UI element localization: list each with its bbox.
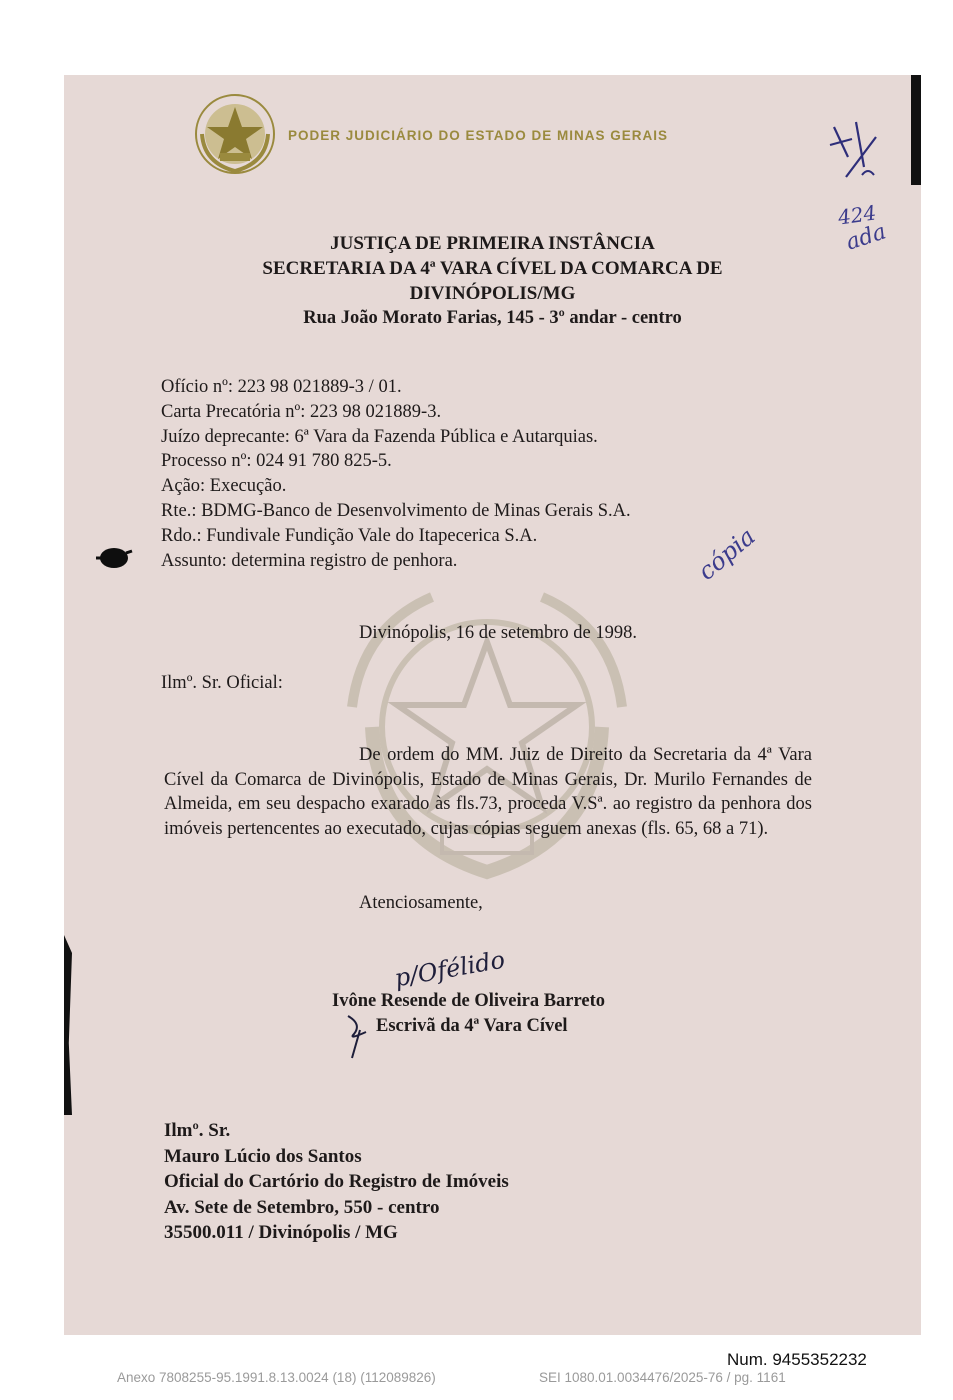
scanned-page <box>64 75 921 1335</box>
meta-line: Rdo.: Fundivale Fundição Vale do Itapecerica S.A. <box>161 525 538 546</box>
addressee-block <box>164 1118 509 1246</box>
addressee-line: Oficial do Cartório do Registro de Imóveis <box>164 1171 509 1192</box>
scan-edge-right <box>911 75 921 185</box>
signatory-name: Ivône Resende de Oliveira Barreto <box>332 991 606 1011</box>
document-heading <box>64 231 921 331</box>
ink-blot-icon <box>94 545 134 571</box>
meta-line: Carta Precatória nº: 223 98 021889-3. <box>161 401 442 422</box>
document-date: Divinópolis, 16 de setembro de 1998. <box>359 623 637 643</box>
addressee-line: Mauro Lúcio dos Santos <box>164 1145 362 1167</box>
handwritten-initials: ada <box>843 219 890 256</box>
signature-stroke-icon <box>344 1010 374 1060</box>
heading-line: JUSTIÇA DE PRIMEIRA INSTÂNCIA <box>330 233 655 254</box>
coat-of-arms-icon <box>194 93 276 175</box>
handwritten-signature: p/Ofélido <box>392 945 507 993</box>
addressee-line: Av. Sete de Setembro, 550 - centro <box>164 1196 440 1218</box>
annex-reference: Anexo 7808255-95.1991.8.13.0024 (18) (112089826) <box>117 1370 436 1385</box>
meta-line: Processo nº: 024 91 780 825-5. <box>161 451 392 472</box>
document-metadata <box>161 375 631 573</box>
handwritten-folio-mark <box>826 117 886 187</box>
addressee-line: Ilmº. Sr. <box>164 1120 231 1141</box>
meta-line: Assunto: determina registro de penhora. <box>161 550 458 571</box>
sei-reference: SEI 1080.01.0034476/2025-76 / pg. 1161 <box>539 1370 786 1385</box>
heading-address: Rua João Morato Farias, 145 - 3º andar - centro <box>303 308 682 328</box>
addressee-line: 35500.011 / Divinópolis / MG <box>164 1222 398 1243</box>
handwritten-copy-note: cópia <box>692 522 761 586</box>
document-number: Num. 9455352232 <box>727 1350 867 1369</box>
meta-line: Juízo deprecante: 6ª Vara da Fazenda Pública e Autarquias. <box>161 426 598 447</box>
meta-line: Ação: Execução. <box>161 476 287 497</box>
scan-edge-left <box>64 935 72 1115</box>
document-body: De ordem do MM. Juiz de Direito da Secretaria da 4ª Vara Cível da Comarca de Divinópolis, Estado de Minas Gerais, Dr. Murilo Fernandes de Almeida, em seu despacho exarado às fls.73, proceda V.Sª. ao registro da penhora dos imóveis pertencentes ao executado, cujas cópias seguem anexas (fls. 65, 68 a 71). <box>164 745 812 839</box>
heading-line: SECRETARIA DA 4ª VARA CÍVEL DA COMARCA DE <box>262 258 723 279</box>
closing: Atenciosamente, <box>359 893 483 913</box>
header-organization: PODER JUDICIÁRIO DO ESTADO DE MINAS GERAIS <box>288 128 669 143</box>
signatory-role: Escrivã da 4ª Vara Cível <box>376 1016 568 1036</box>
handwritten-page-number: 424 <box>836 200 878 230</box>
meta-line: Rte.: BDMG-Banco de Desenvolvimento de Minas Gerais S.A. <box>161 500 631 521</box>
meta-line: Ofício nº: 223 98 021889-3 / 01. <box>161 377 402 397</box>
heading-line: DIVINÓPOLIS/MG <box>409 283 576 304</box>
salutation: Ilmº. Sr. Oficial: <box>161 673 283 693</box>
